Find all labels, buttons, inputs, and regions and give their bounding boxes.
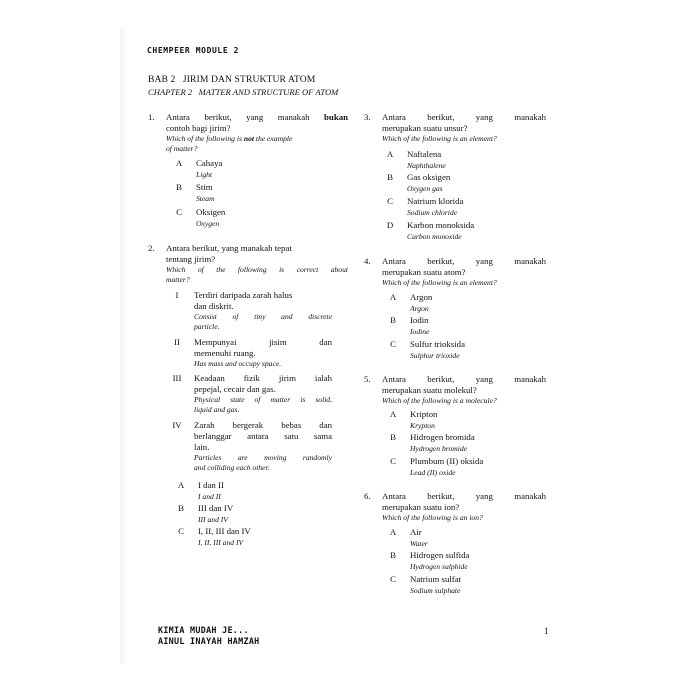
option-translation: Naphthalene [407,161,446,170]
option-translation: Steam [196,194,215,203]
option-text: Hidrogen bromida [410,432,475,442]
page-shadow [120,28,128,664]
question-stem-line: Antara berikut, yang manakah [382,374,546,384]
question-number: 1. [148,112,155,122]
statement-translation: Has mass and occupy space. [194,359,282,368]
option-translation: Hydrogen bromide [410,444,468,453]
chapter-title-malay: BAB 2 JIRIM DAN STRUKTUR ATOM [148,74,316,85]
statement-text: berlanggar antara satu sama [194,431,332,441]
statement-numeral: IV [172,420,182,430]
option-translation: Oxygen gas [407,184,443,193]
question-stem-line: merupakan suatu molekul? [382,385,477,395]
statement-text: Terdiri daripada zarah halus [194,290,293,300]
option-letter: C [176,207,182,217]
question-stem-line: merupakan suatu atom? [382,267,466,277]
question-number: 2. [148,243,155,253]
option-text: Sulfur trioksida [410,339,465,349]
footer-author: AINUL INAYAH HAMZAH [158,636,260,646]
statement-text: Mempunyai jisim dan [194,337,332,347]
option-translation: Hydrogen sulphide [410,562,468,571]
option-letter: A [389,527,397,537]
option-translation: Carbon monoxide [407,232,462,241]
option-text: Iodin [410,315,429,325]
statement-text: Zarah bergerak bebas dan [194,420,332,430]
statement-translation: Particles are moving randomly [194,453,332,462]
question-translation: Which of the following is a molecule? [382,396,497,405]
option-letter: B [176,182,182,192]
option-text: Karbon monoksida [407,220,475,230]
option-text: Gas oksigen [407,172,451,182]
question-stem-line: Antara berikut, yang manakah [382,256,546,266]
module-header: CHEMPEER MODULE 2 [147,46,240,55]
option-translation: Iodine [410,327,430,336]
statement-translation: liquid and gas. [194,405,240,414]
question-stem-line: Antara berikut, yang manakah [382,112,546,122]
option-letter: A [177,480,185,490]
option-text: I dan II [198,480,224,490]
statement-numeral: III [172,373,182,383]
statement-translation: Consist of tiny and discrete [194,312,332,321]
option-letter: C [390,339,396,349]
question-translation: matter? [166,275,190,284]
option-text: Plumbum (II) oksida [410,456,484,466]
option-letter: B [390,315,396,325]
question-translation: Which of the following is an element? [382,278,497,287]
statement-numeral: II [174,337,180,347]
question-stem-line: merupakan suatu unsur? [382,123,468,133]
option-translation: Sulphur trioxide [410,351,460,360]
question-translation: Which of the following is an ion? [382,513,483,522]
option-translation: Sodium chloride [407,208,457,217]
option-translation: Light [196,170,213,179]
option-text: Hidrogen sulfida [410,550,470,560]
option-text: Natrium klorida [407,196,464,206]
statement-text: dan diskrit. [194,301,234,311]
question-stem-line: Antara berikut, yang manakah [382,491,546,501]
option-translation: I and II [198,492,221,501]
option-text: Air [410,527,422,537]
option-letter: A [175,158,183,168]
option-letter: C [390,456,396,466]
option-text: Natrium sulfat [410,574,462,584]
option-text: III dan IV [198,503,234,513]
footer-tagline: KIMIA MUDAH JE... [158,625,249,635]
option-letter: B [390,432,396,442]
option-text: Oksigen [196,207,226,217]
option-letter: A [389,292,397,302]
question-translation: Which of the following is not the example [166,134,293,143]
option-translation: Lead (II) oxide [410,468,456,477]
option-letter: D [386,220,394,230]
option-text: Argon [410,292,433,302]
page-number: 1 [544,626,549,636]
statement-text: pepejal, cecair dan gas. [194,384,276,394]
statement-text: lain. [194,442,210,452]
question-stem-line: merupakan suatu ion? [382,502,460,512]
statement-text: Keadaan fizik jirim ialah [194,373,332,383]
question-translation: Which of the following is correct about [166,265,348,274]
question-translation: Which of the following is an element? [382,134,497,143]
statement-numeral: I [175,290,179,300]
option-letter: B [387,172,393,182]
question-stem-line: tentang jirim? [166,254,216,264]
option-translation: Krypton [410,421,435,430]
option-letter: A [389,409,397,419]
option-translation: Sodium sulphate [410,586,461,595]
question-number: 5. [364,374,371,384]
option-text: Kripton [410,409,438,419]
option-letter: C [178,526,184,536]
option-text: I, II, III dan IV [198,526,251,536]
statement-translation: Physical state of matter is solid, [194,395,332,404]
option-translation: Oxygen [196,219,220,228]
question-translation: of matter? [166,144,198,153]
option-letter: A [386,149,394,159]
option-translation: Argon [410,304,429,313]
statement-translation: and colliding each other. [194,463,270,472]
question-stem-line: contoh bagi jirim? [166,123,231,133]
option-text: Stim [196,182,213,192]
option-translation: Water [410,539,428,548]
question-number: 6. [364,491,371,501]
question-number: 3. [364,112,371,122]
statement-translation: particle. [194,322,220,331]
option-translation: I, II, III and IV [198,538,244,547]
question-stem-line: Antara berikut, yang manakah tepat [166,243,292,253]
option-letter: C [387,196,393,206]
statement-text: memenuhi ruang. [194,348,256,358]
chapter-title-english: CHAPTER 2 MATTER AND STRUCTURE OF ATOM [148,87,339,97]
option-text: Naftalena [407,149,442,159]
option-letter: B [178,503,184,513]
option-letter: C [390,574,396,584]
question-stem-line: Antara berikut, yang manakah bukan [166,112,348,122]
option-letter: B [390,550,396,560]
option-text: Cahaya [196,158,223,168]
question-number: 4. [364,256,371,266]
option-translation: III and IV [198,515,228,524]
